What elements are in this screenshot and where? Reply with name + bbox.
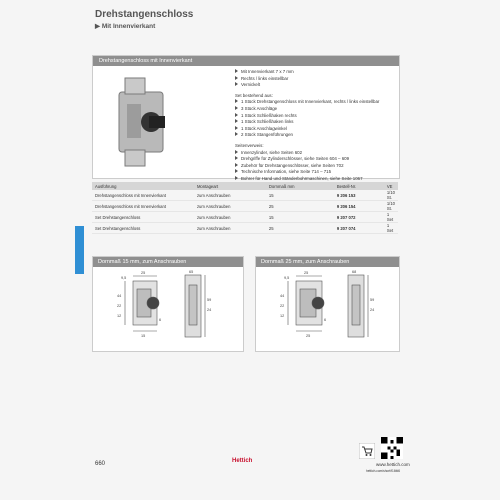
list-item: 1 Stück Anschlagwinkel: [235, 126, 379, 133]
drawing-card-25: [255, 256, 400, 352]
list-item: 1 Stück Schließhaken links: [235, 119, 379, 126]
list-item: Rechts / links einstellbar: [235, 76, 379, 83]
list-item: 3 Stück Anschläge: [235, 106, 379, 113]
cell: Drehstangenschloss mit Innenvierkant: [92, 190, 194, 201]
col-header: Bestell-Nr.: [334, 182, 384, 190]
cell: zum Anschrauben: [194, 190, 266, 201]
technical-drawing: [93, 267, 243, 351]
dim-label: 59: [370, 298, 375, 302]
dim-label: 22: [117, 304, 122, 308]
cell: 15: [266, 190, 334, 201]
cart-icon[interactable]: [359, 443, 375, 459]
dim-label: 6: [324, 318, 327, 322]
col-header: Ausführung: [92, 182, 194, 190]
cell: 15: [266, 212, 334, 223]
dim-label: 6: [159, 318, 162, 322]
cell: Set Drehstangenschloss: [92, 212, 194, 223]
table-row: [92, 201, 398, 212]
cell: zum Anschrauben: [194, 223, 266, 234]
dim-label: 9,5: [121, 276, 127, 280]
dim-label: 24: [370, 308, 375, 312]
dim-label: 44: [280, 294, 285, 298]
feature-list: [235, 69, 379, 183]
article-number: 9 207 074: [334, 223, 384, 234]
article-number: 9 206 153: [334, 190, 384, 201]
cell: 25: [266, 223, 334, 234]
cell: 1 Set: [384, 223, 398, 234]
refs-heading: Seitenverweis:: [235, 142, 264, 148]
article-number: 9 206 154: [334, 201, 384, 212]
arrow-right-icon: ▶: [95, 23, 102, 30]
dim-label: 12: [280, 314, 285, 318]
page-title: Drehstangenschloss: [95, 9, 194, 20]
list-item: 1 Stück Schließhaken rechts: [235, 113, 379, 120]
cell: zum Anschrauben: [194, 212, 266, 223]
cell: 1 Set: [384, 212, 398, 223]
list-item: Drehgriffe für Zylinderschlösser, siehe Seiten 604 – 609: [235, 156, 379, 163]
qr-caption: hettich.com/short/f16fd6: [366, 469, 401, 473]
col-header: VE: [384, 182, 398, 190]
dim-label: 25: [141, 271, 146, 275]
list-item: Vernickelt: [235, 82, 379, 89]
page-subtitle: ▶ Mit Innenvierkant: [95, 23, 156, 30]
footer-url[interactable]: www.hettich.com: [376, 462, 410, 467]
list-item: 2 Stück Stangenführungen: [235, 132, 379, 139]
dim-label: 65: [189, 270, 194, 274]
dim-label: 68: [352, 270, 357, 274]
drawing-card-15: [92, 256, 244, 352]
dim-label: 24: [207, 308, 212, 312]
dim-label: 44: [117, 294, 122, 298]
list-item: Bohrer für Hand und Ständerbohrmaschinen, siehe Seite 1067: [235, 176, 379, 183]
product-heading: Drehstangenschloss mit Innenvierkant: [93, 56, 399, 66]
table-row: [92, 212, 398, 223]
chapter-tab: [75, 226, 84, 274]
list-item: Zubehör für Drehstangenschlösser, siehe Seiten 702: [235, 163, 379, 170]
dim-label: 15: [141, 334, 146, 338]
page-number: 660: [95, 461, 106, 467]
cell: zum Anschrauben: [194, 201, 266, 212]
dim-label: 9,5: [284, 276, 290, 280]
cell: 25: [266, 201, 334, 212]
set-heading: Set bestehend aus:: [235, 92, 273, 98]
list-item: Mit Innenvierkant 7 x 7 mm: [235, 69, 379, 76]
list-item: Technische Information, siehe Seite 714 – 715: [235, 169, 379, 176]
product-card: [92, 55, 400, 179]
article-number: 9 207 072: [334, 212, 384, 223]
dim-label: 12: [117, 314, 122, 318]
cell: 1/10 St.: [384, 190, 398, 201]
cell: 1/10 St.: [384, 201, 398, 212]
col-header: Dornmaß mm: [266, 182, 334, 190]
dim-label: 25: [306, 334, 311, 338]
technical-drawing: [256, 267, 399, 351]
dim-label: 22: [280, 304, 285, 308]
lock-image: [111, 72, 181, 172]
col-header: Montageart: [194, 182, 266, 190]
drawing-heading: Dornmaß 15 mm, zum Anschrauben: [93, 257, 243, 267]
cell: Drehstangenschloss mit Innenvierkant: [92, 201, 194, 212]
order-table: [92, 182, 398, 234]
qr-code[interactable]: [381, 437, 403, 459]
dim-label: 25: [304, 271, 309, 275]
table-row: [92, 190, 398, 201]
list-item: Innenzylinder, siehe Seiten 602: [235, 150, 379, 157]
cell: Set Drehstangenschloss: [92, 223, 194, 234]
table-row: [92, 223, 398, 234]
brand-logo: Hettich: [232, 458, 253, 464]
drawing-heading: Dornmaß 25 mm, zum Anschrauben: [256, 257, 399, 267]
table-header: [92, 182, 398, 190]
list-item: 1 Stück Drehstangenschloss mit Innenvierkant, rechts / links einstellbar: [235, 99, 379, 106]
dim-label: 59: [207, 298, 212, 302]
